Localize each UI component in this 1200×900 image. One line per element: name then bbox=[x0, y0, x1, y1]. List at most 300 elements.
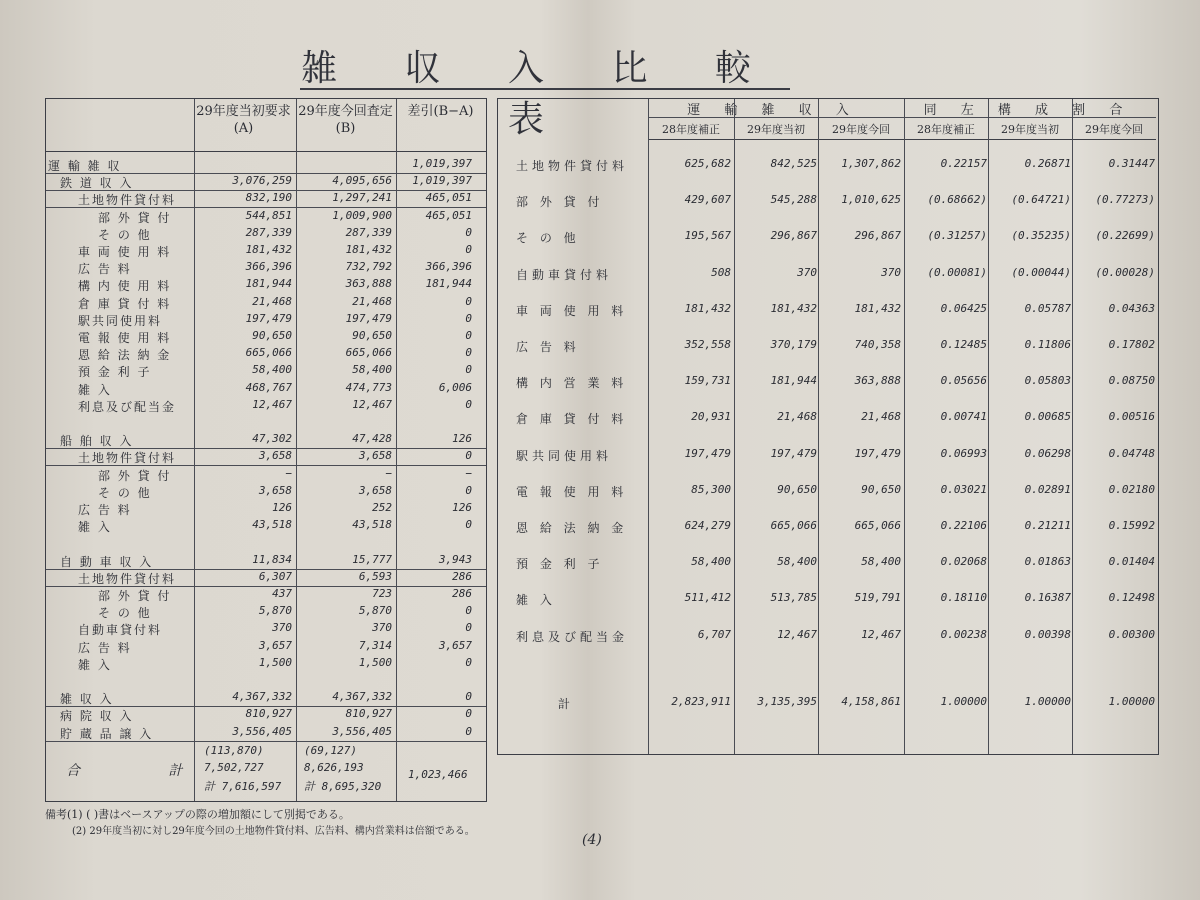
cell-b: 12,467 bbox=[352, 397, 392, 411]
title-underline bbox=[300, 88, 790, 90]
table-row bbox=[498, 511, 1158, 541]
cell-value: 1,307,862 bbox=[841, 157, 901, 170]
cell-value: 0.17802 bbox=[1108, 338, 1155, 351]
cell-value: (0.31257) bbox=[927, 229, 987, 243]
cell-value: 0.06993 bbox=[940, 446, 987, 460]
cell-value: 665,066 bbox=[854, 519, 901, 532]
left-total-row bbox=[46, 741, 486, 800]
row-label: 土地物件貸付料 bbox=[78, 571, 177, 586]
cell-value: 197,479 bbox=[854, 446, 901, 460]
column-header: 28年度補正 bbox=[917, 123, 975, 136]
table-row bbox=[498, 221, 1158, 251]
cell-value: 21,468 bbox=[777, 410, 817, 424]
group-header-ratio: 同 左 構 成 割 合 bbox=[923, 103, 1133, 118]
cell-value: 0.11806 bbox=[1024, 338, 1071, 351]
cell-value: 842,525 bbox=[770, 157, 817, 170]
cell-value: 197,479 bbox=[684, 446, 731, 460]
cell-a: 6,307 bbox=[258, 569, 292, 583]
cell-c: 0 bbox=[465, 346, 472, 360]
cell-value: 0.05787 bbox=[1024, 301, 1071, 315]
cell-a: 437 bbox=[272, 587, 292, 600]
cell-b: 363,888 bbox=[345, 277, 392, 291]
cell-value: 0.02180 bbox=[1108, 482, 1155, 496]
cell-c: 286 bbox=[452, 569, 472, 583]
cell-value: 352,558 bbox=[684, 338, 731, 351]
cell-value: 3,135,395 bbox=[757, 695, 817, 708]
total-b-line2: 8,626,193 bbox=[304, 761, 364, 774]
table-row bbox=[498, 620, 1158, 650]
row-label: 土地物件貸付料 bbox=[516, 159, 629, 173]
cell-value: 21,468 bbox=[861, 410, 901, 424]
row-label: 預 金 利 子 bbox=[78, 365, 152, 380]
cell-value: 181,432 bbox=[684, 301, 731, 315]
cell-a: 126 bbox=[272, 501, 292, 514]
cell-a: 544,851 bbox=[245, 208, 292, 222]
table-row bbox=[498, 687, 1158, 717]
cell-value: 90,650 bbox=[861, 482, 901, 496]
table-row bbox=[46, 447, 486, 466]
cell-value: 90,650 bbox=[777, 482, 817, 496]
table-row bbox=[46, 499, 486, 517]
cell-a: 11,834 bbox=[252, 552, 292, 566]
row-label: 恩 給 法 納 金 bbox=[516, 521, 628, 535]
table-row bbox=[46, 602, 486, 620]
table-row bbox=[46, 705, 486, 723]
cell-value: 0.06425 bbox=[940, 301, 987, 315]
table-row bbox=[46, 344, 486, 362]
cell-value: (0.35235) bbox=[1011, 229, 1071, 243]
row-label: 預 金 利 子 bbox=[516, 557, 604, 572]
cell-value: 0.05656 bbox=[940, 374, 987, 388]
cell-value: 0.02068 bbox=[940, 555, 987, 569]
cell-value: 181,432 bbox=[854, 301, 901, 315]
column-header: 28年度補正 bbox=[662, 123, 720, 136]
cell-value: (0.00081) bbox=[927, 265, 987, 279]
table-row bbox=[46, 654, 486, 672]
row-label: 電 報 使 用 料 bbox=[516, 484, 628, 499]
cell-value: 511,412 bbox=[684, 591, 731, 605]
cell-value: 197,479 bbox=[770, 446, 817, 460]
row-label: 構 内 使 用 料 bbox=[78, 279, 172, 294]
table-row bbox=[46, 568, 486, 587]
cell-b: 732,792 bbox=[345, 260, 392, 274]
cell-value: 370,179 bbox=[770, 338, 817, 351]
cell-value: 0.00685 bbox=[1024, 410, 1071, 424]
cell-value: 0.03021 bbox=[940, 482, 987, 496]
cell-a: 5,870 bbox=[258, 604, 292, 618]
cell-value: 429,607 bbox=[684, 193, 731, 207]
cell-b: 197,479 bbox=[345, 311, 392, 325]
row-label: 利息及び配当金 bbox=[516, 629, 629, 644]
cell-value: 0.22157 bbox=[940, 157, 987, 170]
table-row bbox=[46, 258, 486, 276]
table-row bbox=[498, 547, 1158, 577]
page-title: 雑 収 入 比 較 表 bbox=[301, 48, 779, 140]
table-row bbox=[46, 465, 486, 483]
cell-b: 43,518 bbox=[352, 518, 392, 532]
column-header: 29年度当初 bbox=[747, 123, 805, 136]
cell-a: 12,467 bbox=[252, 397, 292, 411]
cell-a: 58,400 bbox=[252, 363, 292, 377]
cell-b: 4,367,332 bbox=[332, 690, 392, 704]
cell-c: 0 bbox=[465, 329, 472, 342]
row-label: 広 告 料 bbox=[78, 262, 132, 277]
row-label: 利息及び配当金 bbox=[78, 399, 177, 414]
cell-c: 286 bbox=[452, 587, 472, 600]
cell-value: 1.00000 bbox=[1108, 695, 1155, 708]
cell-b: 1,297,241 bbox=[332, 191, 392, 205]
cell-a: 370 bbox=[272, 621, 292, 635]
cell-c: 0 bbox=[465, 518, 472, 532]
cell-c: 0 bbox=[465, 225, 472, 239]
table-row bbox=[46, 327, 486, 345]
cell-value: 2,823,911 bbox=[671, 695, 731, 708]
row-label: 自動車貸付料 bbox=[516, 267, 613, 282]
cell-value: (0.77273) bbox=[1095, 193, 1155, 207]
cell-value: 58,400 bbox=[861, 555, 901, 569]
cell-a: 1,500 bbox=[258, 655, 292, 669]
cell-a: 3,556,405 bbox=[232, 724, 292, 738]
cell-a: 3,658 bbox=[258, 449, 292, 463]
column-header: 29年度今回 bbox=[1085, 123, 1143, 136]
total-label: 合 計 bbox=[66, 763, 223, 779]
table-row bbox=[46, 430, 486, 449]
row-label: そ の 他 bbox=[516, 231, 580, 246]
row-label: 雑 入 bbox=[516, 593, 556, 608]
cell-c: 0 bbox=[465, 243, 472, 256]
row-label: 倉 庫 貸 付 料 bbox=[78, 296, 172, 311]
cell-value: 0.02891 bbox=[1024, 482, 1071, 496]
cell-a: 3,657 bbox=[258, 638, 292, 652]
row-label: 計 bbox=[558, 697, 575, 711]
cell-b: 1,500 bbox=[358, 655, 392, 669]
table-row bbox=[498, 330, 1158, 360]
cell-b: 474,773 bbox=[345, 380, 392, 394]
cell-c: 0 bbox=[465, 655, 472, 669]
cell-value: 195,567 bbox=[684, 229, 731, 243]
cell-b: 3,658 bbox=[358, 483, 392, 497]
footnote-2: (2) 29年度当初に対し29年度今回の土地物件貸付料、広告料、構内営業料は倍額である。 bbox=[72, 826, 475, 837]
cell-a: 21,468 bbox=[252, 294, 292, 308]
cell-b: − bbox=[385, 466, 392, 480]
cell-a: 3,076,259 bbox=[232, 174, 292, 188]
table-row bbox=[498, 475, 1158, 505]
cell-c: 3,943 bbox=[438, 552, 472, 566]
row-label: 駅共同使用料 bbox=[78, 313, 163, 328]
cell-c: 0 bbox=[465, 363, 472, 377]
total-b-line3: 計 8,695,320 bbox=[304, 780, 382, 793]
cell-b: 181,432 bbox=[345, 243, 392, 256]
group-header-revenue: 運 輸 雑 収 入 bbox=[687, 103, 859, 118]
cell-c: 126 bbox=[452, 501, 472, 514]
cell-value: 0.08750 bbox=[1108, 374, 1155, 388]
table-row bbox=[46, 585, 486, 603]
cell-value: 0.15992 bbox=[1108, 519, 1155, 532]
cell-c: − bbox=[465, 466, 472, 480]
row-label: 恩 給 法 納 金 bbox=[78, 348, 172, 363]
table-row bbox=[46, 413, 486, 431]
column-header: 29年度当初 bbox=[1001, 123, 1059, 136]
table-row bbox=[46, 671, 486, 689]
cell-c: 0 bbox=[465, 621, 472, 635]
table-row bbox=[46, 207, 486, 225]
table-row bbox=[498, 294, 1158, 324]
table-row bbox=[46, 551, 486, 570]
row-label: 雑 入 bbox=[78, 382, 112, 397]
cell-a: 366,396 bbox=[245, 260, 292, 274]
cell-value: 370 bbox=[797, 265, 817, 279]
row-label: 貯 蔵 品 譲 入 bbox=[60, 726, 154, 741]
cell-value: 0.22106 bbox=[940, 519, 987, 532]
cell-a: 181,944 bbox=[245, 277, 292, 291]
cell-c: 0 bbox=[465, 449, 472, 463]
table-row bbox=[46, 241, 486, 259]
row-label: そ の 他 bbox=[98, 227, 152, 242]
cell-value: 159,731 bbox=[684, 374, 731, 388]
cell-value: 519,791 bbox=[854, 591, 901, 605]
cell-b: 3,556,405 bbox=[332, 724, 392, 738]
cell-c: 465,051 bbox=[425, 191, 472, 205]
footnote-1: 備考(1) ( )書はベースアップの際の増加額にして別掲である。 bbox=[45, 808, 350, 821]
cell-value: 0.00516 bbox=[1108, 410, 1155, 424]
cell-value: 0.04748 bbox=[1108, 446, 1155, 460]
cell-value: 545,288 bbox=[770, 193, 817, 207]
cell-value: 58,400 bbox=[777, 555, 817, 569]
cell-value: 363,888 bbox=[854, 374, 901, 388]
cell-c: 0 bbox=[465, 294, 472, 308]
cell-value: (0.68662) bbox=[927, 193, 987, 207]
table-row bbox=[46, 155, 486, 174]
cell-b: 4,095,656 bbox=[332, 174, 392, 188]
row-label: 倉 庫 貸 付 料 bbox=[516, 412, 628, 427]
cell-b: 810,927 bbox=[345, 707, 392, 721]
cell-b: 7,314 bbox=[358, 638, 392, 652]
cell-a: 287,339 bbox=[245, 225, 292, 239]
cell-value: 4,158,861 bbox=[841, 695, 901, 708]
cell-value: (0.00044) bbox=[1011, 265, 1071, 279]
row-label: 自動車貸付料 bbox=[78, 623, 163, 638]
cell-value: 0.01863 bbox=[1024, 555, 1071, 569]
table-row bbox=[46, 482, 486, 500]
cell-b: 287,339 bbox=[345, 225, 392, 239]
cell-value: 0.04363 bbox=[1108, 301, 1155, 315]
table-row bbox=[498, 185, 1158, 215]
cell-value: 6,707 bbox=[697, 627, 731, 641]
cell-value: 0.00300 bbox=[1108, 627, 1155, 641]
cell-value: 370 bbox=[881, 265, 901, 279]
total-a-line2: 7,502,727 bbox=[204, 761, 264, 774]
cell-c: 0 bbox=[465, 397, 472, 411]
cell-b: 47,428 bbox=[352, 432, 392, 446]
table-row bbox=[46, 224, 486, 242]
table-row bbox=[46, 310, 486, 328]
cell-c: 0 bbox=[465, 604, 472, 618]
table-row bbox=[46, 688, 486, 707]
cell-value: 0.16387 bbox=[1024, 591, 1071, 605]
cell-value: 1.00000 bbox=[1024, 695, 1071, 708]
cell-b: 370 bbox=[372, 621, 392, 635]
cell-a: − bbox=[285, 466, 292, 480]
row-label: 部 外 貸 付 bbox=[98, 468, 172, 483]
cell-c: 0 bbox=[465, 483, 472, 497]
cell-value: 0.00741 bbox=[940, 410, 987, 424]
row-label: 電 報 使 用 料 bbox=[78, 331, 172, 345]
row-label: 船 舶 収 入 bbox=[60, 434, 134, 449]
table-row bbox=[46, 637, 486, 655]
row-label: 広 告 料 bbox=[78, 640, 132, 655]
cell-b: 15,777 bbox=[352, 552, 392, 566]
cell-a: 665,066 bbox=[245, 346, 292, 360]
cell-value: 58,400 bbox=[691, 555, 731, 569]
table-row bbox=[46, 723, 486, 742]
table-row bbox=[498, 439, 1158, 469]
cell-b: 90,650 bbox=[352, 329, 392, 342]
table-row bbox=[46, 172, 486, 191]
cell-c: 181,944 bbox=[425, 277, 472, 291]
cell-value: 296,867 bbox=[770, 229, 817, 243]
table-row bbox=[46, 619, 486, 637]
table-row bbox=[46, 533, 486, 551]
table-row bbox=[498, 583, 1158, 613]
table-row bbox=[46, 293, 486, 311]
cell-value: 0.00238 bbox=[940, 627, 987, 641]
cell-a: 832,190 bbox=[245, 191, 292, 205]
cell-value: 665,066 bbox=[770, 519, 817, 532]
row-label: 土地物件貸付料 bbox=[78, 451, 177, 466]
table-row bbox=[46, 189, 486, 208]
table-row bbox=[46, 396, 486, 414]
table-row bbox=[46, 275, 486, 293]
table-row bbox=[498, 149, 1158, 179]
row-label: 広 告 料 bbox=[78, 503, 132, 517]
row-label: そ の 他 bbox=[98, 485, 152, 500]
cell-value: 0.00398 bbox=[1024, 627, 1071, 641]
row-label: 駅共同使用料 bbox=[516, 448, 613, 463]
row-label: 広 告 料 bbox=[516, 340, 580, 354]
row-label: 車 両 使 用 料 bbox=[516, 303, 628, 318]
cell-b: 6,593 bbox=[358, 569, 392, 583]
cell-value: (0.00028) bbox=[1095, 265, 1155, 279]
row-label: 部 外 貸 付 bbox=[516, 195, 604, 210]
left-header-row bbox=[46, 99, 486, 152]
table-row bbox=[498, 366, 1158, 396]
row-label: 部 外 貸 付 bbox=[98, 210, 172, 225]
cell-value: 740,358 bbox=[854, 338, 901, 351]
total-a-line1: (113,870) bbox=[204, 744, 264, 757]
cell-value: 12,467 bbox=[861, 627, 901, 641]
cell-value: 508 bbox=[711, 265, 731, 279]
cell-a: 47,302 bbox=[252, 432, 292, 446]
row-label: 構 内 営 業 料 bbox=[516, 376, 628, 391]
cell-value: (0.64721) bbox=[1011, 193, 1071, 207]
cell-value: 0.31447 bbox=[1108, 157, 1155, 170]
cell-value: 0.05803 bbox=[1024, 374, 1071, 388]
cell-value: 625,682 bbox=[684, 157, 731, 170]
table-row bbox=[498, 258, 1158, 288]
cell-a: 4,367,332 bbox=[232, 690, 292, 704]
column-header: 29年度今回 bbox=[832, 123, 890, 136]
cell-value: 0.12498 bbox=[1108, 591, 1155, 605]
cell-value: 181,944 bbox=[770, 374, 817, 388]
cell-value: 181,432 bbox=[770, 301, 817, 315]
row-label: 病 院 収 入 bbox=[60, 709, 134, 724]
row-label: 部 外 貸 付 bbox=[98, 589, 172, 603]
cell-c: 6,006 bbox=[438, 380, 472, 394]
page-number: (4) bbox=[582, 832, 602, 848]
cell-a: 181,432 bbox=[245, 243, 292, 256]
cell-b: 21,468 bbox=[352, 294, 392, 308]
row-label: 自 動 車 収 入 bbox=[60, 554, 154, 569]
cell-b: 3,658 bbox=[358, 449, 392, 463]
cell-value: 1,010,625 bbox=[841, 193, 901, 207]
total-a-line3: 計 7,616,597 bbox=[204, 780, 282, 793]
cell-b: 665,066 bbox=[345, 346, 392, 360]
cell-a: 90,650 bbox=[252, 329, 292, 342]
header-difference: 差引(B−A) bbox=[407, 104, 474, 119]
cell-value: 0.26871 bbox=[1024, 157, 1071, 170]
table-row bbox=[46, 361, 486, 379]
cell-value: 296,867 bbox=[854, 229, 901, 243]
table-row bbox=[46, 516, 486, 534]
cell-value: 0.01404 bbox=[1108, 555, 1155, 569]
cell-c: 366,396 bbox=[425, 260, 472, 274]
right-composition-table bbox=[497, 98, 1159, 755]
header-request-a: 29年度当初要求(A) bbox=[196, 104, 291, 136]
table-row bbox=[498, 402, 1158, 432]
cell-c: 1,019,397 bbox=[412, 174, 472, 188]
cell-a: 810,927 bbox=[245, 707, 292, 721]
left-comparison-table bbox=[45, 98, 487, 802]
header-assessed-b: 29年度今回査定(B) bbox=[298, 104, 393, 136]
cell-value: (0.22699) bbox=[1095, 229, 1155, 243]
cell-a: 43,518 bbox=[252, 518, 292, 532]
total-c: 1,023,466 bbox=[408, 768, 468, 781]
row-label: 雑 入 bbox=[78, 657, 112, 672]
row-label: 鉄 道 収 入 bbox=[60, 176, 134, 191]
row-label: そ の 他 bbox=[98, 606, 152, 621]
cell-c: 1,019,397 bbox=[412, 157, 472, 170]
cell-value: 0.06298 bbox=[1024, 446, 1071, 460]
cell-value: 1.00000 bbox=[940, 695, 987, 708]
cell-b: 723 bbox=[372, 587, 392, 600]
cell-value: 0.18110 bbox=[940, 591, 987, 605]
cell-c: 0 bbox=[465, 707, 472, 721]
cell-b: 5,870 bbox=[358, 604, 392, 618]
cell-c: 465,051 bbox=[425, 208, 472, 222]
cell-a: 3,658 bbox=[258, 483, 292, 497]
cell-value: 513,785 bbox=[770, 591, 817, 605]
cell-value: 85,300 bbox=[691, 482, 731, 496]
cell-value: 0.12485 bbox=[940, 338, 987, 351]
cell-a: 197,479 bbox=[245, 311, 292, 325]
cell-c: 3,657 bbox=[438, 638, 472, 652]
row-label: 運 輸 雑 収 bbox=[48, 159, 122, 173]
cell-value: 0.21211 bbox=[1024, 519, 1071, 532]
table-row bbox=[46, 379, 486, 397]
row-label: 土地物件貸付料 bbox=[78, 193, 177, 208]
cell-b: 1,009,900 bbox=[332, 208, 392, 222]
total-b-line1: (69,127) bbox=[304, 744, 357, 757]
cell-c: 0 bbox=[465, 724, 472, 738]
row-label: 車 両 使 用 料 bbox=[78, 245, 172, 259]
cell-c: 0 bbox=[465, 311, 472, 325]
row-label: 雑 収 入 bbox=[60, 692, 114, 707]
cell-c: 126 bbox=[452, 432, 472, 446]
cell-value: 20,931 bbox=[691, 410, 731, 424]
cell-value: 624,279 bbox=[684, 519, 731, 532]
cell-a: 468,767 bbox=[245, 380, 292, 394]
cell-b: 252 bbox=[372, 501, 392, 514]
